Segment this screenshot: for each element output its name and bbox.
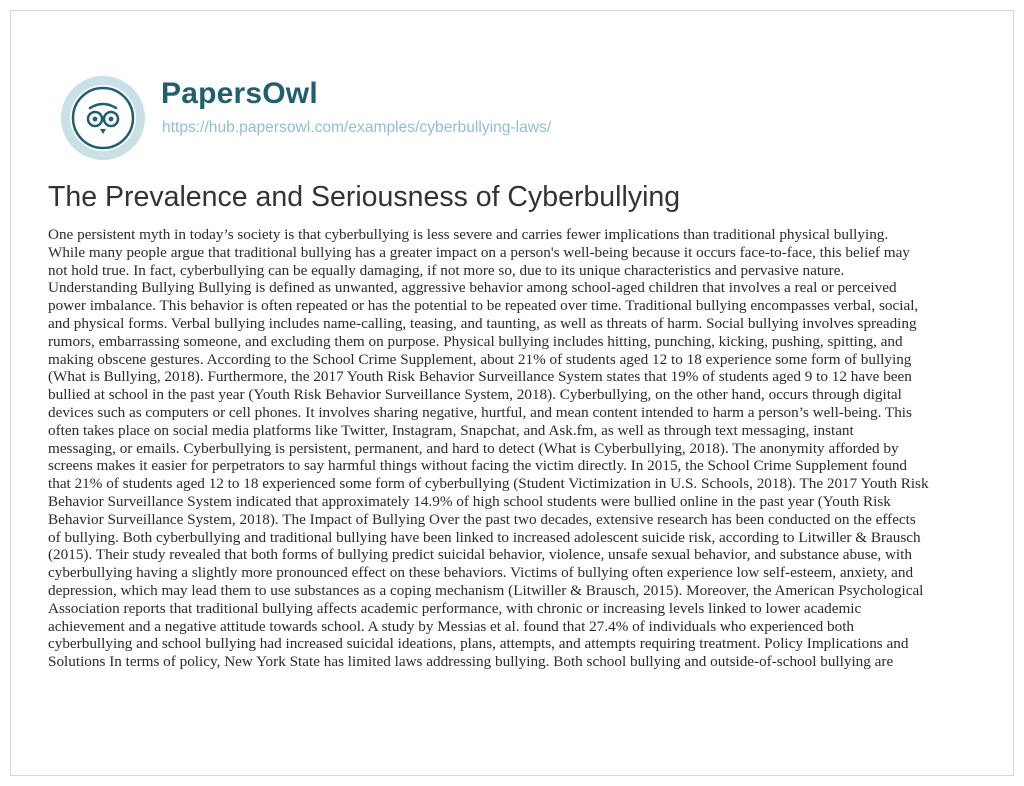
- article-line: devices such as computers or cell phones. It involves sharing negative, hurtful, and mean content intended to harm a person’s well-being. This: [48, 403, 912, 421]
- article-line: Solutions In terms of policy, New York State has limited laws addressing bullying. Both school bullying and outside-of-school bullying are: [48, 653, 894, 671]
- site-header: [11, 11, 1013, 161]
- article-line: Behavior Surveillance System, 2018). The Impact of Bullying Over the past two decades, extensive research has been conducted on the effects: [48, 510, 916, 528]
- article-line: Behavior Surveillance System indicated that approximately 14.9% of high school students were bullied online in the past year (Youth Risk: [48, 492, 891, 510]
- article-line: Association reports that traditional bullying affects academic performance, with chronic or increasing levels linked to lower academic: [48, 599, 862, 617]
- article-title: The Prevalence and Seriousness of Cyberbullying: [48, 181, 681, 213]
- article-line: and physical forms. Verbal bullying includes name-calling, teasing, and taunting, as well as threats of harm. Social bullying involves spreading: [48, 314, 917, 332]
- article-line: bullied at school in the past year (Youth Risk Behavior Surveillance System, 2018). Cyberbullying, on the other hand, occurs through digital: [48, 386, 902, 404]
- page-frame: [10, 10, 1014, 776]
- source-url-link[interactable]: https://hub.papersowl.com/examples/cyberbullying-laws/: [162, 119, 552, 136]
- article-line: screens makes it easier for perpetrators to say harmful things without facing the victim directly. In 2015, the School Crime Supplement found: [48, 457, 908, 475]
- article-line: (What is Bullying, 2018). Furthermore, the 2017 Youth Risk Behavior Surveillance System states that 19% of students aged 9 to 12 have been: [48, 368, 912, 386]
- article-line: not hold true. In fact, cyberbullying can be equally damaging, if not more so, due to its unique characteristics and pervasive nature.: [48, 261, 845, 279]
- article-line: power imbalance. This behavior is often repeated or has the potential to be repeated over time. Traditional bullying encompasses verbal, social,: [48, 297, 919, 315]
- article-line: messaging, or emails. Cyberbullying is persistent, permanent, and hard to detect (What is Cyberbullying, 2018). The anonymity afforded by: [48, 439, 899, 457]
- article-line: rumors, embarrassing someone, and excluding them on purpose. Physical bullying includes hitting, punching, kicking, pushing, spitting, and: [48, 332, 903, 350]
- article-line: cyberbullying and school bullying had increased suicidal ideations, plans, attempts, and attempts requiring treatment. Policy Implications and: [48, 635, 909, 653]
- article-line: of bullying. Both cyberbullying and traditional bullying have been linked to increased adolescent suicide risk, according to Litwiller & Brausch: [48, 528, 921, 546]
- article-line: achievement and a negative attitude towards school. A study by Messias et al. found that 27.4% of individuals who experienced both: [48, 617, 855, 635]
- article-line: While many people argue that traditional bullying has a greater impact on a person's well-being because it occurs face-to-face, this belief may: [48, 243, 910, 261]
- bottom-fade-overlay: [11, 701, 1013, 776]
- article-line: Understanding Bullying Bullying is defined as unwanted, aggressive behavior among school-aged children that involves a real or perceived: [48, 279, 897, 297]
- article-line: cyberbullying having a slightly more pronounced effect on these behaviors. Victims of bullying often experience low self-esteem, anxiety, and: [48, 564, 914, 582]
- article-line: often takes place on social media platforms like Twitter, Instagram, Snapchat, and Ask.fm, as well as through text messaging, instant: [48, 421, 854, 439]
- brand-name[interactable]: PapersOwl: [161, 77, 318, 110]
- article-line: (2015). Their study revealed that both forms of bullying predict suicidal behavior, violence, unsafe sexual behavior, and substance abuse, with: [48, 546, 912, 564]
- article-body: [48, 226, 979, 671]
- article-line: that 21% of students aged 12 to 18 experienced some form of cyberbullying (Student Victimization in U.S. Schools, 2018). The 2017 Youth Risk: [48, 475, 929, 493]
- article-line: One persistent myth in today’s society is that cyberbullying is less severe and carries fewer implications than traditional physical bullying.: [48, 226, 889, 243]
- article-line: making obscene gestures. According to the School Crime Supplement, about 21% of students aged 12 to 18 experience some form of bullying: [48, 350, 912, 368]
- owl-logo-icon: [59, 74, 147, 162]
- article-line: depression, which may lead them to use substances as a coping mechanism (Litwiller & Brausch, 2015). Moreover, the American Psychological: [48, 581, 924, 599]
